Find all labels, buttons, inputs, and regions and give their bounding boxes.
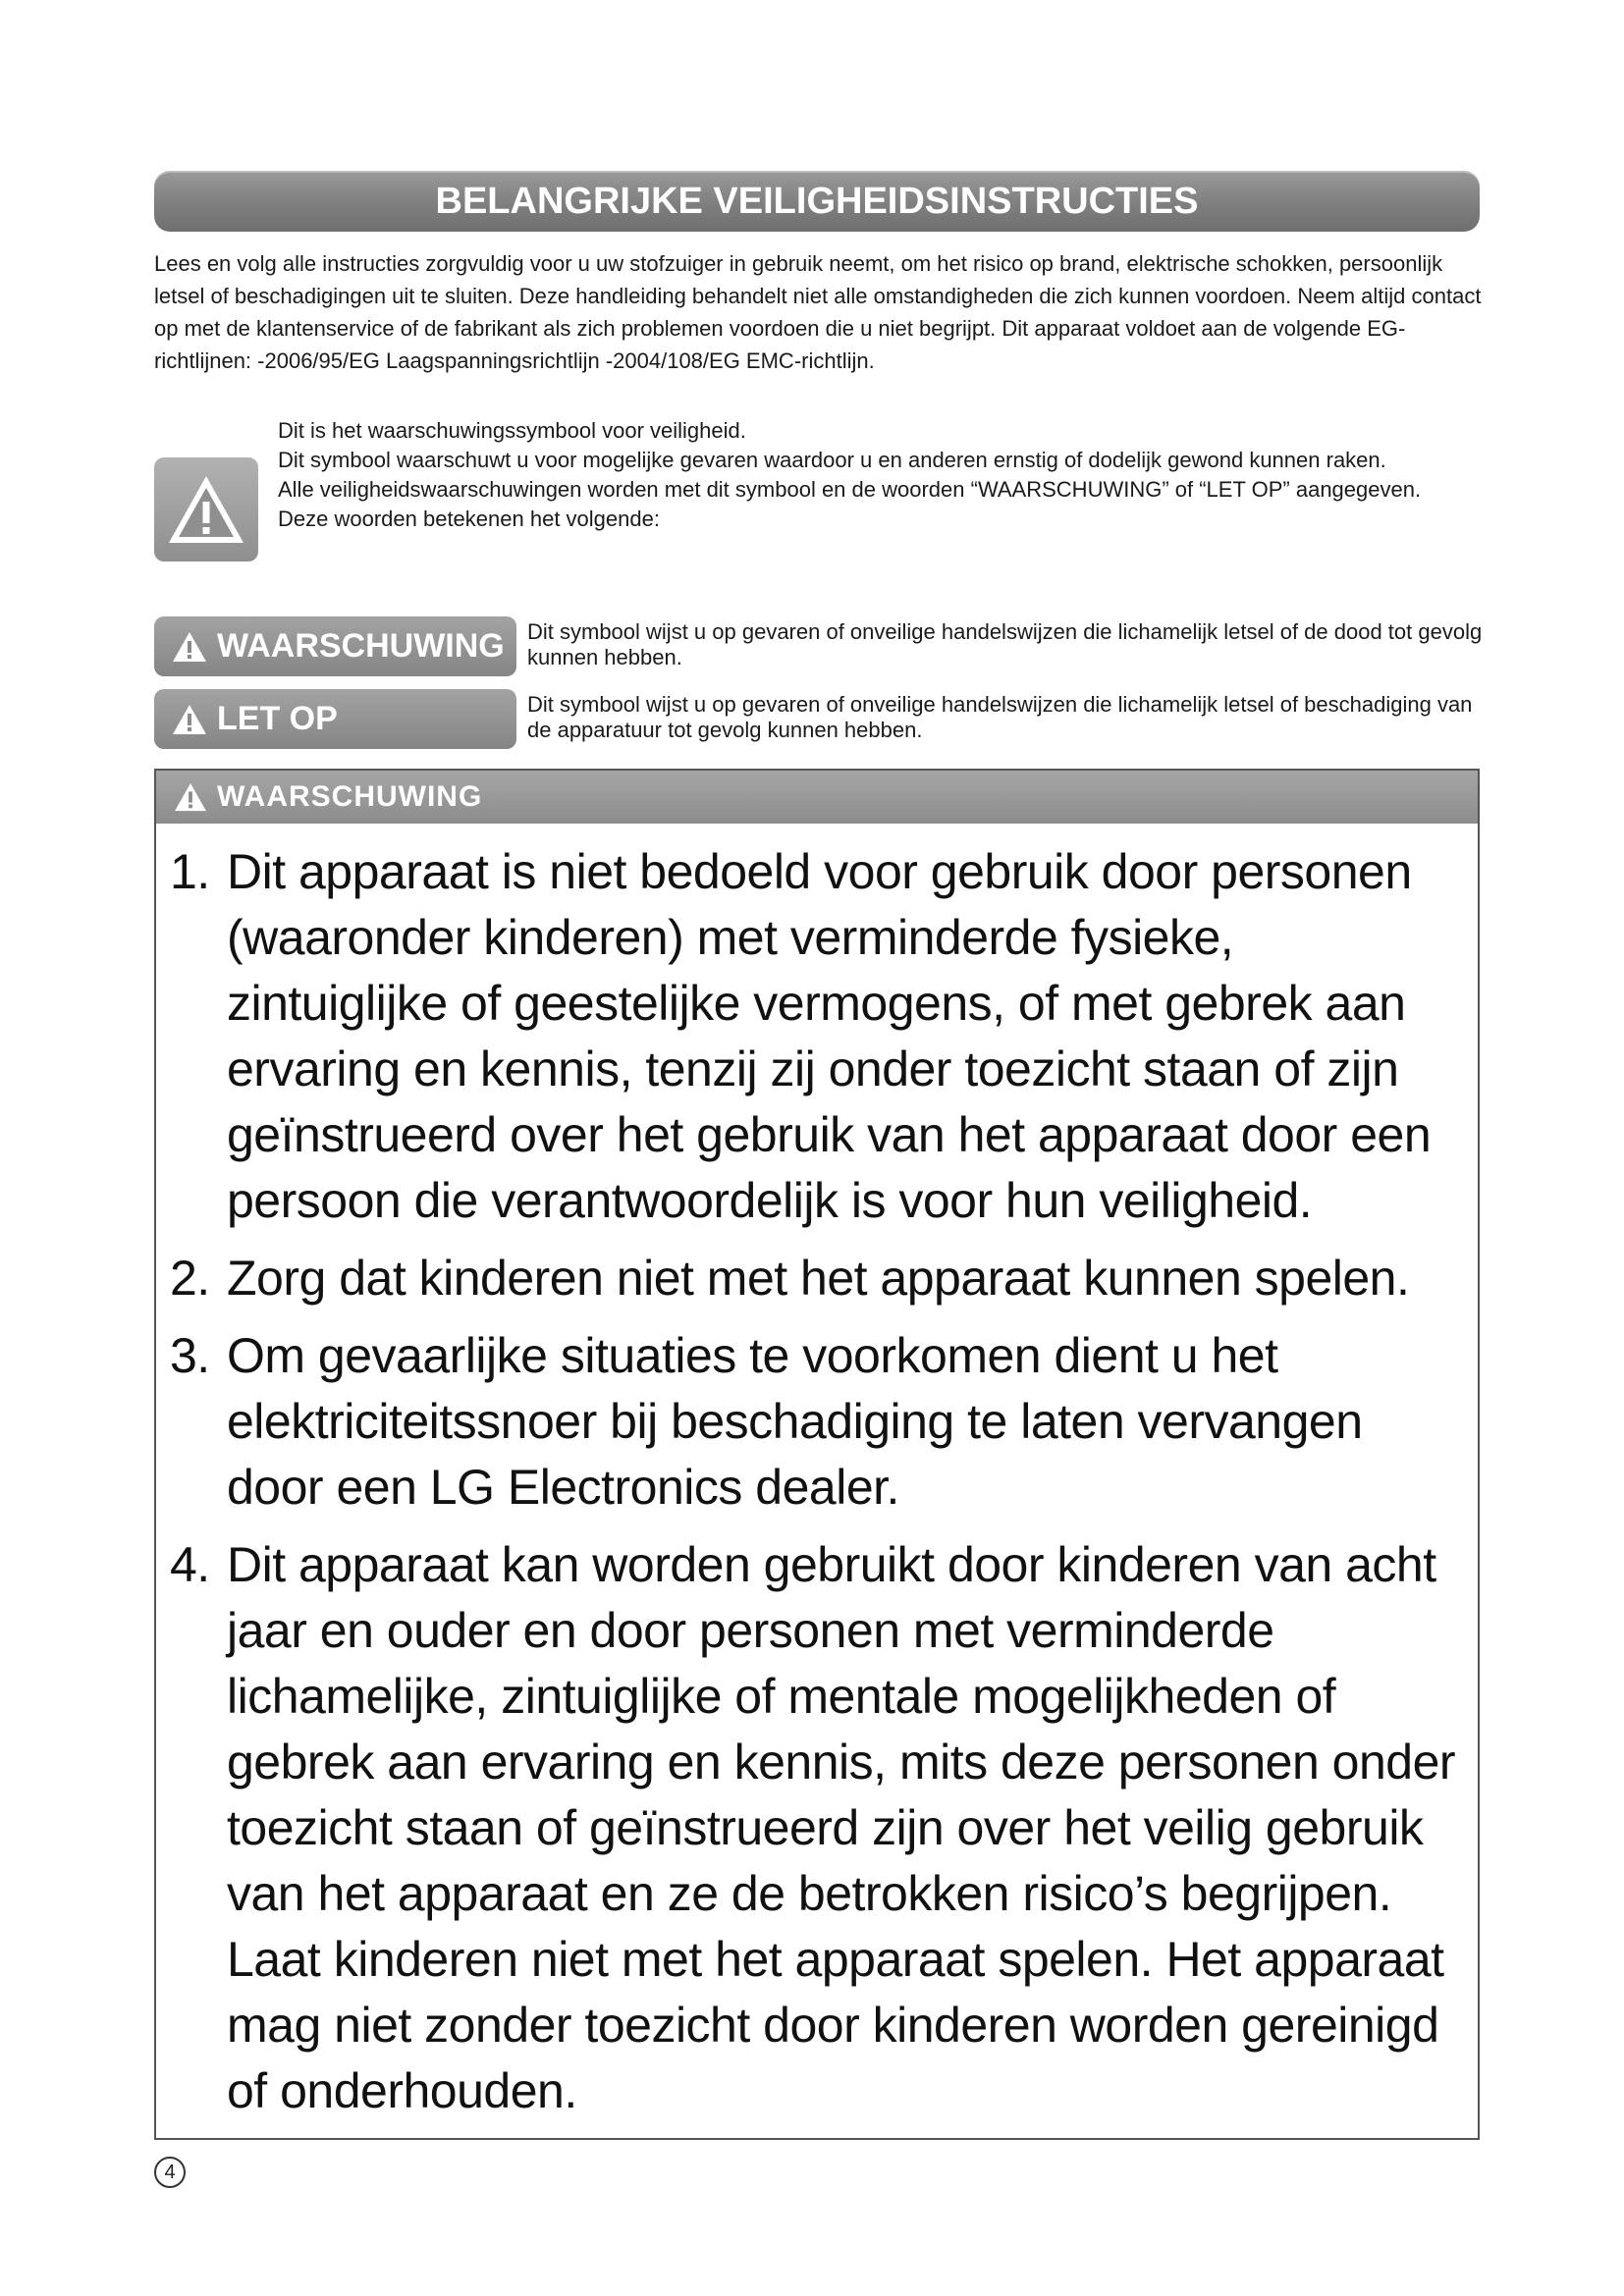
section-header (154, 171, 1480, 232)
symbol-line-4: Deze woorden betekenen het volgende: (278, 507, 660, 531)
list-item: 1. Dit apparaat is niet bedoeld voor gebruik door personen (waaronder kinderen) met verminderde fysieke, zintuiglijke of geestelijke vermogens, of met gebrek aan ervaring en kennis, tenzij zij onder toezicht staan of zijn geïnstrueerd over het gebruik van het apparaat door een persoon die verantwoordelijk is voor hun veiligheid. (170, 844, 1432, 1228)
warning-triangle-icon (174, 782, 207, 812)
symbol-explanation (278, 416, 1486, 534)
safety-alert-icon (154, 457, 258, 561)
caution-label-text: LET OP (217, 700, 338, 737)
page-number: 4 (154, 2157, 186, 2188)
warning-label (154, 616, 516, 676)
intro-paragraph: Lees en volg alle instructies zorgvuldig voor u uw stofzuiger in gebruik neemt, om het risico op brand, elektrische schokken, persoonlijk letsel of beschadigingen uit te sluiten. Deze handleiding behandelt niet alle omstandigheden die zich kunnen voordoen. Neem altijd contact op met de klantenservice of de fabrikant als zich problemen voordoen die u niet begrijpt. Dit apparaat voldoet aan de volgende EG-richtlijnen: -2006/95/EG Laagspanningsrichtlijn -2004/108/EG EMC-richtlijn. (154, 251, 1482, 373)
warning-triangle-icon (172, 631, 207, 663)
warning-label-text: WAARSCHUWING (217, 627, 505, 665)
warning-box-header (156, 771, 1478, 824)
list-item: 3. Om gevaarlijke situaties te voorkomen dient u het elektriciteitssnoer bij beschadiging te laten vervangen door een LG Electronics dealer. (170, 1328, 1363, 1515)
caution-label (154, 689, 516, 749)
list-item: 4. Dit apparaat kan worden gebruikt door kinderen van acht jaar en ouder en door personen met verminderde lichamelijke, zintuiglijke of mentale mogelijkheden of gebrek aan ervaring en kennis, mits deze personen onder toezicht staan of geïnstrueerd zijn over het veilig gebruik van het apparaat en ze de betrokken risico’s begrijpen. Laat kinderen niet met het apparaat spelen. Het apparaat mag niet zonder toezicht door kinderen worden gereinigd of onderhouden. (170, 1537, 1456, 2118)
page-title: BELANGRIJKE VEILIGHEIDSINSTRUCTIES (435, 180, 1199, 222)
warning-description: Dit symbool wijst u op gevaren of onveilige handelswijzen die lichamelijk letsel of de dood tot gevolg kunnen hebben. (527, 619, 1483, 669)
symbol-line-3: Alle veiligheidswaarschuwingen worden met dit symbool en de woorden “WAARSCHUWING” of “LET OP” aangegeven. (278, 477, 1422, 502)
list-item: 2. Zorg dat kinderen niet met het apparaat kunnen spelen. (170, 1251, 1410, 1306)
caution-description: Dit symbool wijst u op gevaren of onveilige handelswijzen die lichamelijk letsel of beschadiging van de apparatuur tot gevolg kunnen hebben. (527, 692, 1473, 742)
symbol-line-2: Dit symbool waarschuwt u voor mogelijke gevaren waardoor u en anderen ernstig of dodelijk gewond kunnen raken. (278, 448, 1386, 472)
symbol-line-1: Dit is het waarschuwingssymbool voor veiligheid. (278, 418, 746, 443)
warning-list (170, 839, 1466, 2136)
warning-box (154, 769, 1480, 2140)
warning-triangle-icon (172, 704, 207, 735)
warning-box-title: WAARSCHUWING (217, 780, 483, 813)
